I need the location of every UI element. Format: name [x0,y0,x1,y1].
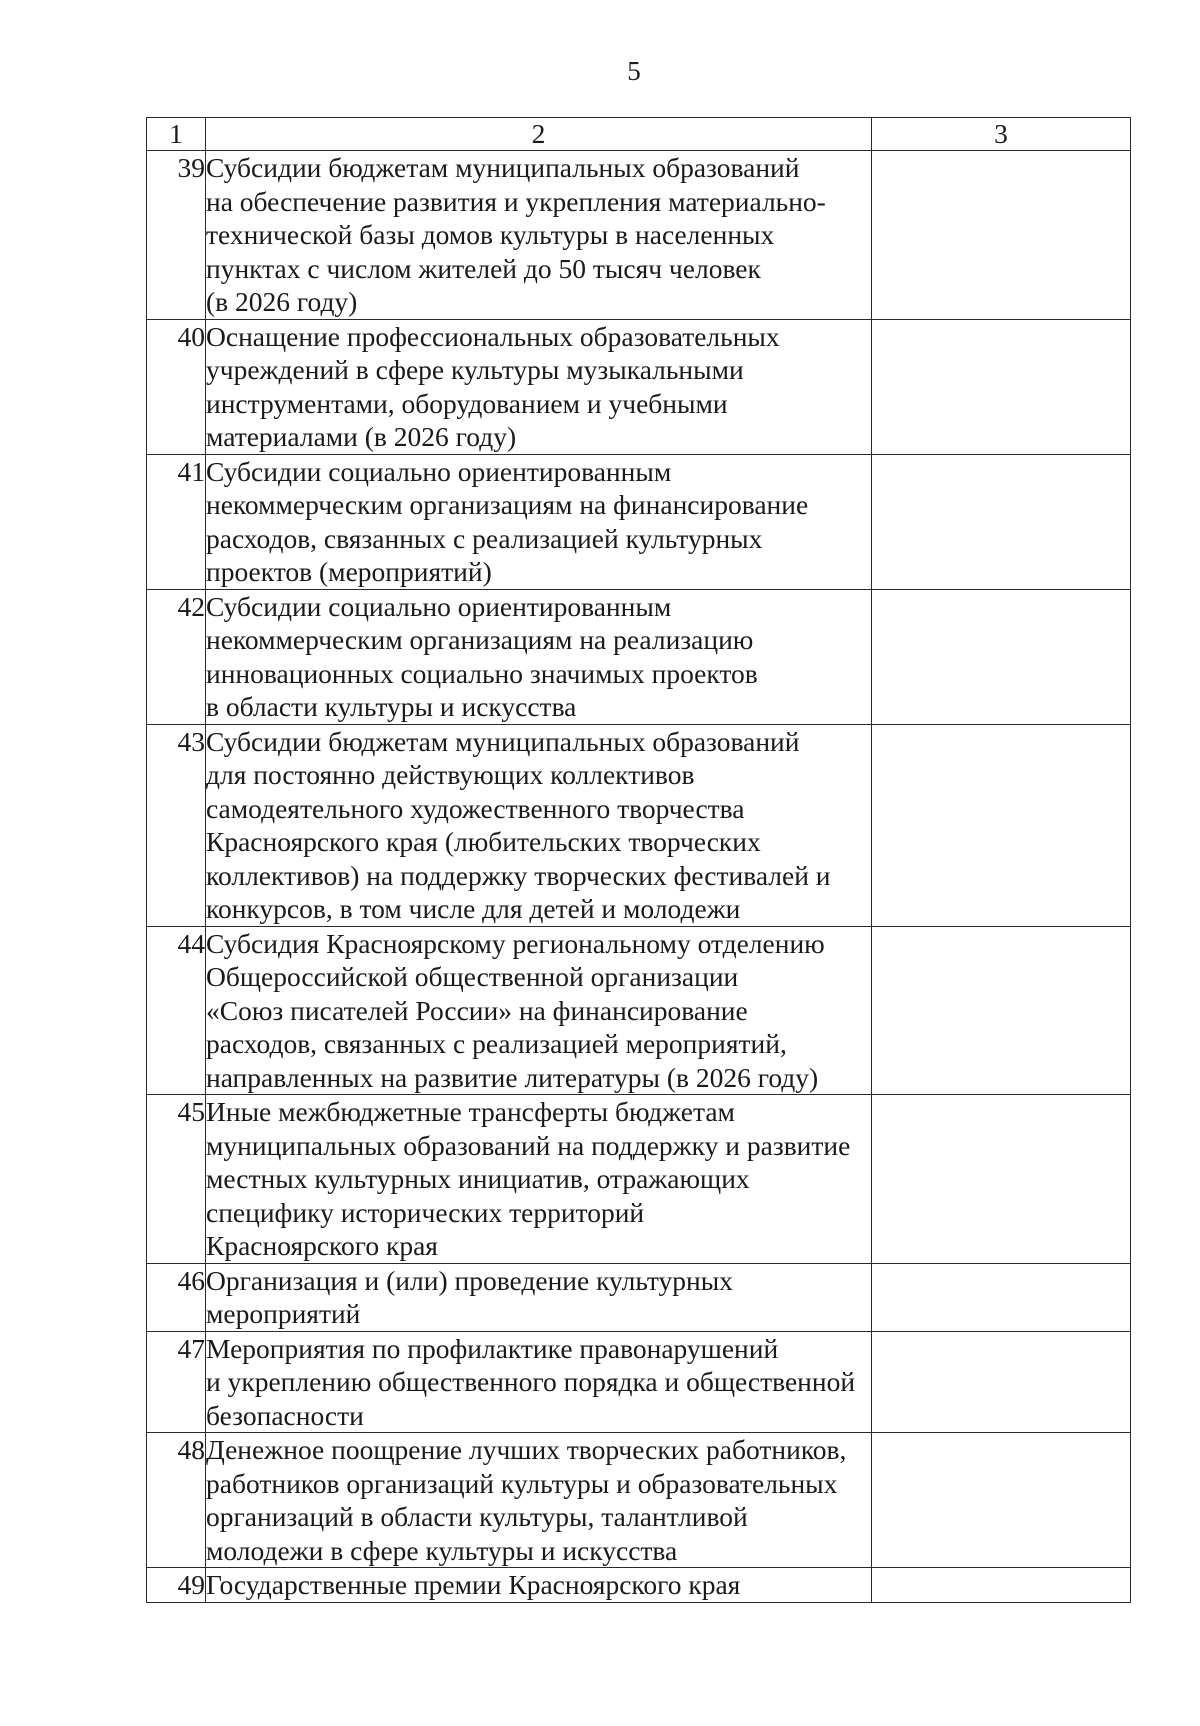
description-line: Оснащение профессиональных образовательных [206,320,780,352]
row-column-3 [872,1331,1131,1433]
description-line: некоммерческим организациям на реализацию [206,624,754,655]
row-number: 49 [147,1568,206,1603]
description-line: безопасности [206,1399,364,1431]
description-line: самодеятельного художественного творчества [206,792,745,824]
table-row [147,926,1131,1095]
table-row [147,1433,1131,1568]
description-line: инструментами, оборудованием и учебными [206,387,728,419]
description-line: расходов, связанных с реализацией культурных [206,522,763,554]
table-header-row [147,118,1131,151]
row-description [206,151,872,320]
description-line: технической базы домов культуры в населенных [206,219,775,250]
description-line: Денежное поощрение лучших творческих работников, [206,1434,847,1465]
table-body [147,151,1131,1603]
column-header-2: 2 [206,118,872,151]
row-number: 41 [147,454,206,589]
row-column-3 [872,589,1131,724]
row-number: 44 [147,926,206,1095]
column-header-3: 3 [872,118,1131,151]
description-line: Организация и (или) проведение культурных [206,1264,733,1296]
description-line: Субсидии бюджетам муниципальных образований [206,725,800,757]
row-description [206,1433,872,1568]
column-header-1: 1 [147,118,206,151]
row-number: 40 [147,319,206,454]
row-description [206,1331,872,1433]
row-description [206,1568,872,1603]
description-line: на обеспечение развития и укрепления материально- [206,185,826,217]
page-number: 5 [627,56,641,86]
description-line: коллективов) на поддержку творческих фестивалей и [206,859,831,891]
table-row [147,724,1131,926]
description-line: пунктах с числом жителей до 50 тысяч человек [206,252,761,284]
description-line: Общероссийской общественной организации [206,961,739,992]
description-line: для постоянно действующих коллективов [206,759,695,790]
description-line: Субсидии социально ориентированным [206,455,672,487]
description-line: Субсидии бюджетам муниципальных образований [206,152,800,183]
description-line: в области культуры и искусства [206,691,577,722]
description-line: «Союз писателей России» на финансирование [206,994,748,1026]
row-column-3 [872,1095,1131,1264]
row-column-3 [872,1568,1131,1603]
description-line: Субсидия Красноярскому региональному отделению [206,927,825,959]
table-row [147,319,1131,454]
row-number: 47 [147,1331,206,1433]
description-line: проектов (мероприятий) [206,556,492,587]
description-line: и укреплению общественного порядка и общественной [206,1366,856,1397]
row-description [206,926,872,1095]
table-row [147,589,1131,724]
description-line: молодежи в сфере культуры и искусства [206,1534,678,1566]
table-row [147,1263,1131,1331]
document-table [146,117,1131,1603]
description-line: местных культурных инициатив, отражающих [206,1163,750,1194]
table-row [147,1568,1131,1603]
row-description [206,1263,872,1331]
description-line: Красноярского края (любительских творческих [206,826,761,857]
row-column-3 [872,926,1131,1095]
description-line: муниципальных образований на поддержку и развитие [206,1129,851,1161]
row-number: 48 [147,1433,206,1568]
table-row [147,1331,1131,1433]
row-description [206,319,872,454]
row-number: 43 [147,724,206,926]
description-line: направленных на развитие литературы (в 2026 году) [206,1061,819,1093]
row-description [206,724,872,926]
description-line: Иные межбюджетные трансферты бюджетам [206,1096,735,1127]
description-line: Государственные премии Красноярского края [206,1569,741,1600]
description-line: инновационных социально значимых проектов [206,657,758,689]
description-line: Субсидии социально ориентированным [206,590,672,622]
row-column-3 [872,151,1131,320]
row-column-3 [872,724,1131,926]
description-line: некоммерческим организациям на финансирование [206,489,809,520]
description-line: (в 2026 году) [206,286,358,317]
row-description [206,589,872,724]
row-description [206,1095,872,1264]
row-column-3 [872,1263,1131,1331]
row-number: 45 [147,1095,206,1264]
description-line: материалами (в 2026 году) [206,421,517,452]
row-description [206,454,872,589]
row-column-3 [872,1433,1131,1568]
table-row [147,1095,1131,1264]
description-line: Мероприятия по профилактике правонарушений [206,1332,779,1364]
row-number: 42 [147,589,206,724]
description-line: организаций в области культуры, талантливой [206,1501,748,1532]
description-line: конкурсов, в том числе для детей и молодежи [206,893,741,924]
description-line: мероприятий [206,1298,361,1329]
row-number: 39 [147,151,206,320]
row-column-3 [872,319,1131,454]
description-line: учреждений в сфере культуры музыкальными [206,354,744,385]
description-line: работников организаций культуры и образовательных [206,1467,838,1499]
description-line: Красноярского края [206,1230,438,1261]
description-line: расходов, связанных с реализацией мероприятий, [206,1028,787,1059]
table-row [147,151,1131,320]
row-column-3 [872,454,1131,589]
table-row [147,454,1131,589]
row-number: 46 [147,1263,206,1331]
description-line: специфику исторических территорий [206,1196,645,1228]
